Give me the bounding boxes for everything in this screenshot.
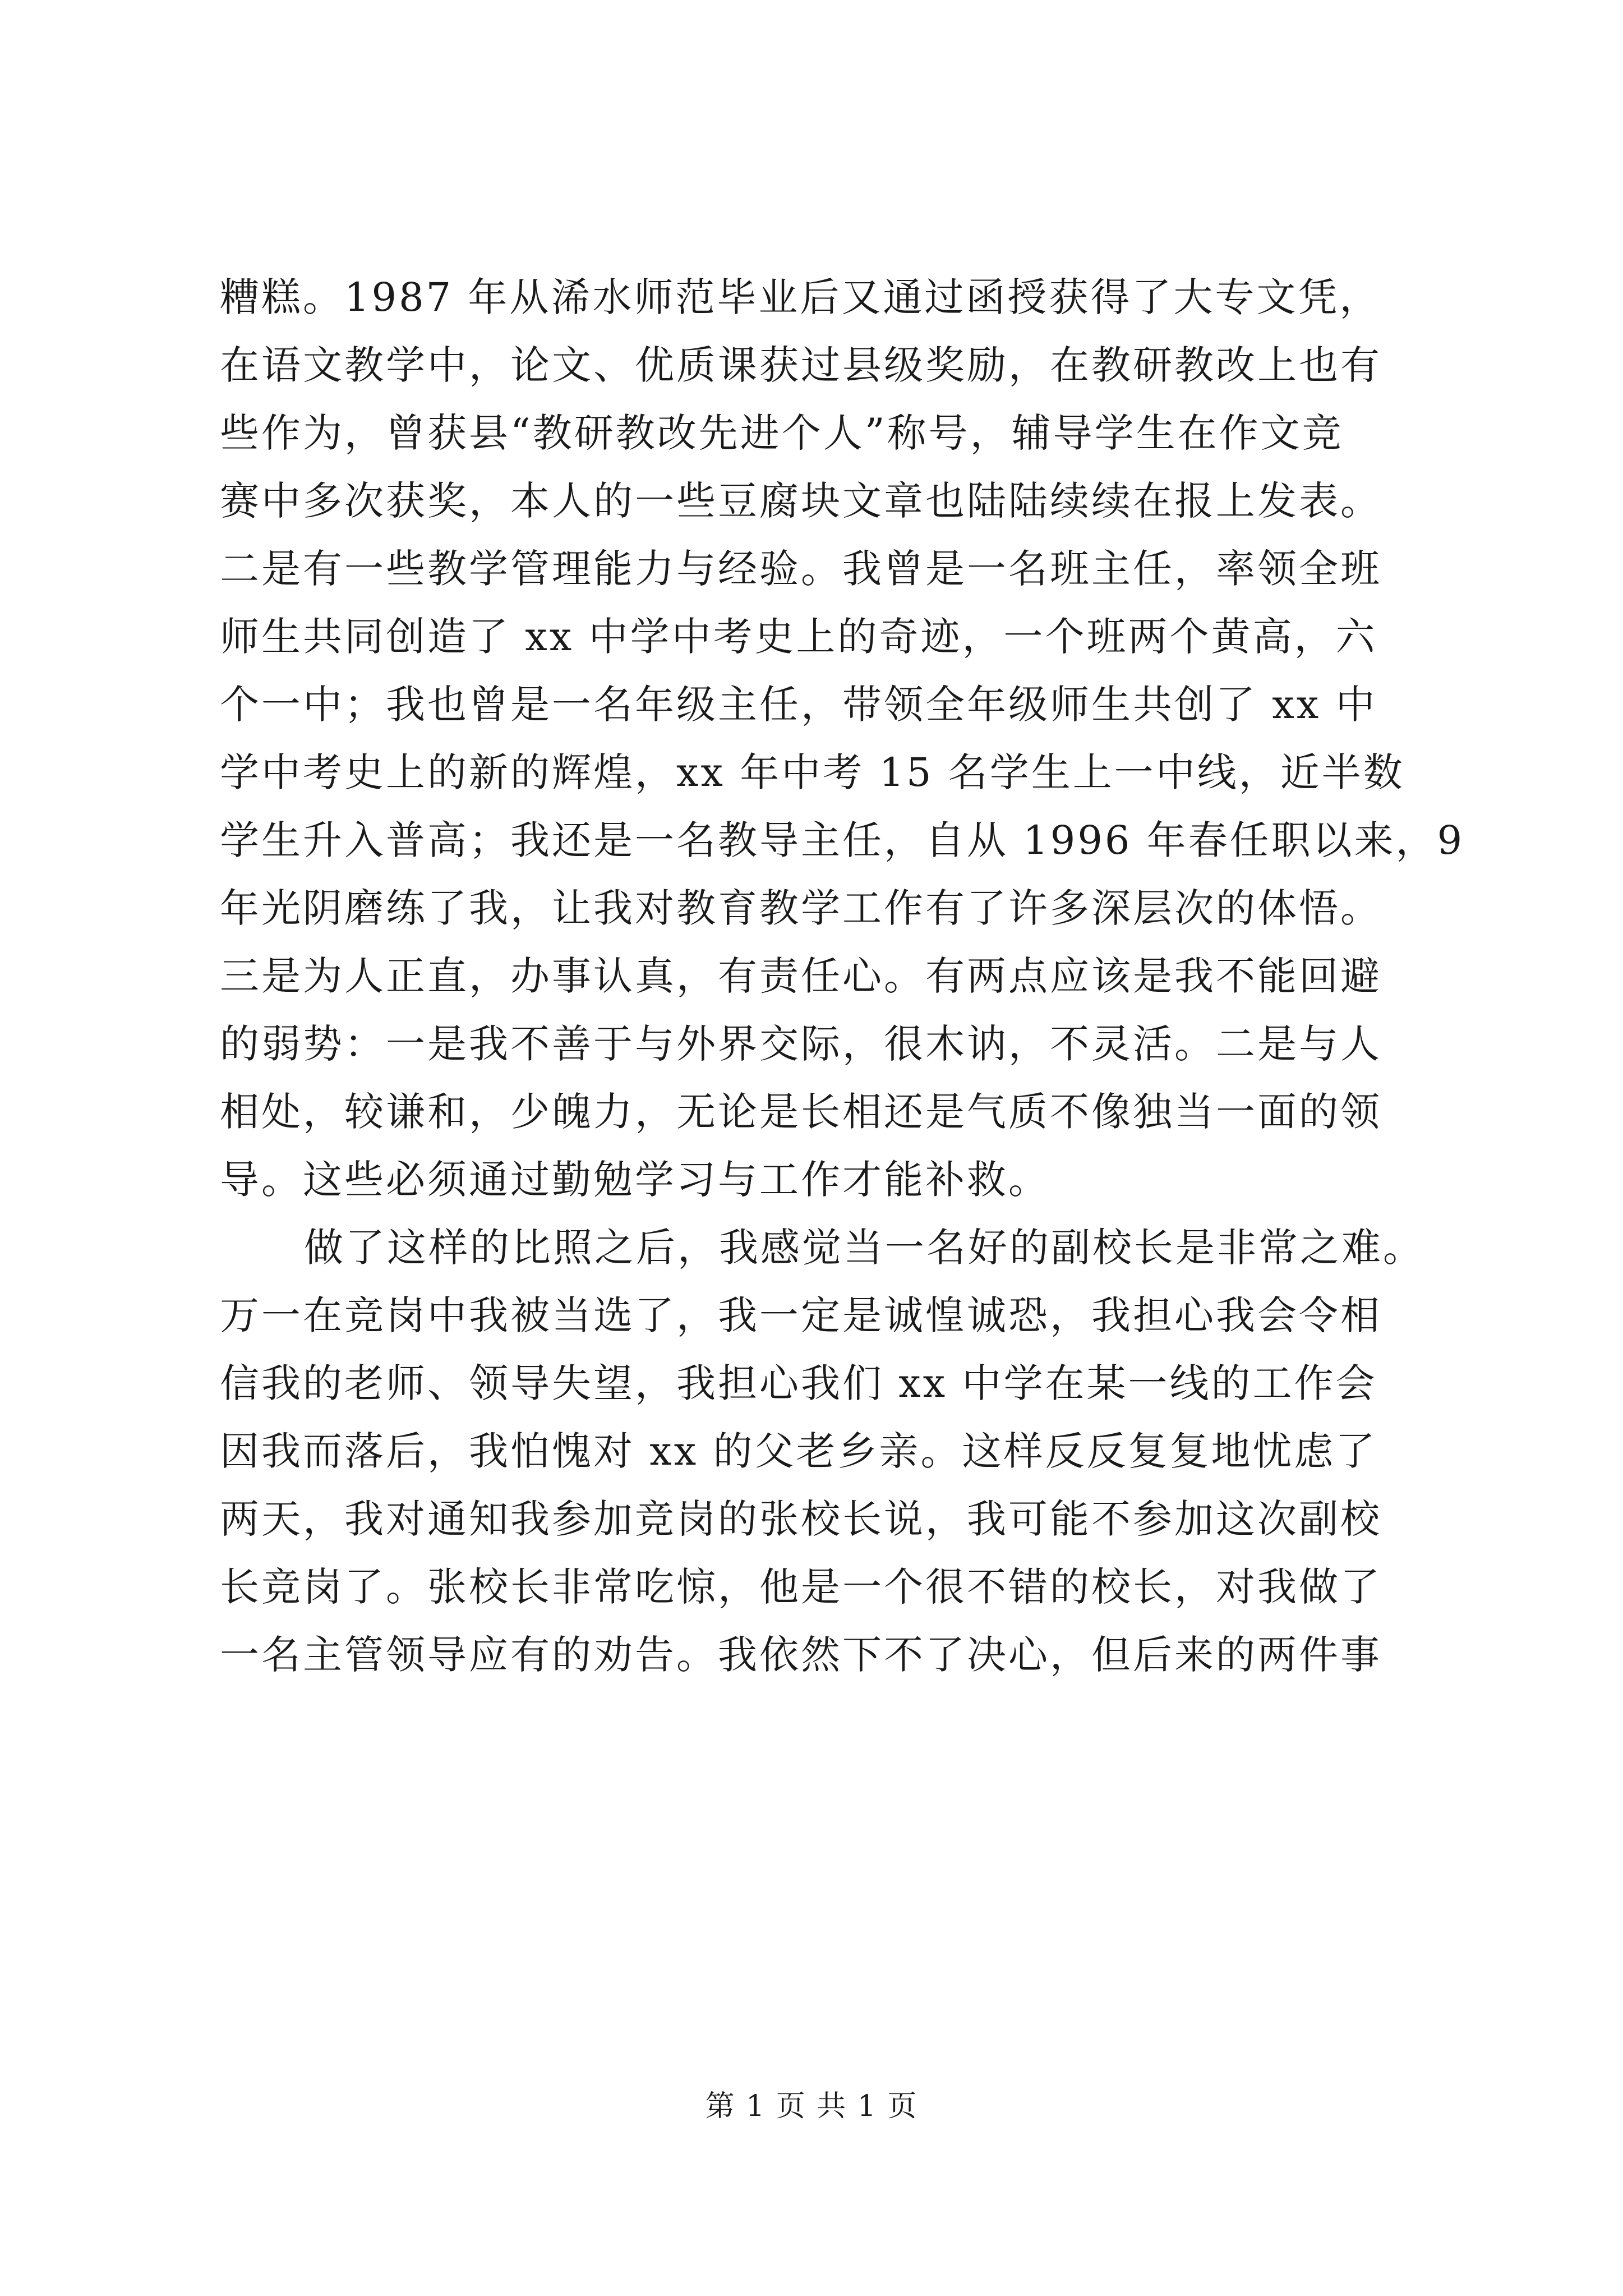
page-footer: 第 1 页 共 1 页 (705, 2090, 918, 2123)
text-line-17: 信我的老师、领导失望，我担心我们 xx 中学在某一线的工作会 (220, 1360, 1377, 1406)
text-line-18: 因我而落后，我怕愧对 xx 的父老乡亲。这样反反复复地忧虑了 (220, 1428, 1377, 1474)
text-line-7: 个一中；我也曾是一名年级主任，带领全年级师生共创了 xx 中 (220, 682, 1377, 728)
text-line-20: 长竞岗了。张校长非常吃惊，他是一个很不错的校长，对我做了 (220, 1564, 1382, 1610)
text-line-9: 学生升入普高；我还是一名教导主任，自从 1996 年春任职以来，9 (220, 817, 1465, 863)
text-line-19: 两天，我对通知我参加竞岗的张校长说，我可能不参加这次副校 (220, 1496, 1382, 1542)
text-line-8: 学中考史上的新的辉煌，xx 年中考 15 名学生上一中线，近半数 (220, 749, 1405, 795)
text-line-2: 在语文教学中，论文、优质课获过县级奖励，在教研教改上也有 (220, 342, 1382, 388)
text-line-4: 赛中多次获奖，本人的一些豆腐块文章也陆陆续续在报上发表。 (220, 478, 1382, 524)
text-line-13: 相处，较谦和，少魄力，无论是长相还是气质不像独当一面的领 (220, 1089, 1382, 1135)
body-text (220, 264, 1476, 1689)
text-line-10: 年光阴磨练了我，让我对教育教学工作有了许多深层次的体悟。 (220, 885, 1382, 931)
text-line-16: 万一在竞岗中我被当选了，我一定是诚惶诚恐，我担心我会令相 (220, 1292, 1382, 1338)
text-line-6: 师生共同创造了 xx 中学中考史上的奇迹，一个班两个黄高，六 (220, 614, 1377, 660)
text-line-14: 导。这些必须通过勤勉学习与工作才能补救。 (220, 1157, 1050, 1203)
text-line-12: 的弱势：一是我不善于与外界交际，很木讷，不灵活。二是与人 (220, 1021, 1382, 1067)
text-line-1: 糟糕。1987 年从浠水师范毕业后又通过函授获得了大专文凭， (220, 274, 1381, 320)
text-line-21: 一名主管领导应有的劝告。我依然下不了决心，但后来的两件事 (220, 1632, 1382, 1678)
text-line-3: 些作为，曾获县“教研教改先进个人”称号，辅导学生在作文竞 (220, 410, 1344, 456)
text-line-11: 三是为人正直，办事认真，有责任心。有两点应该是我不能回避 (220, 953, 1382, 999)
text-line-5: 二是有一些教学管理能力与经验。我曾是一名班主任，率领全班 (220, 546, 1382, 592)
text-line-15: 做了这样的比照之后，我感觉当一名好的副校长是非常之难。 (304, 1225, 1424, 1271)
